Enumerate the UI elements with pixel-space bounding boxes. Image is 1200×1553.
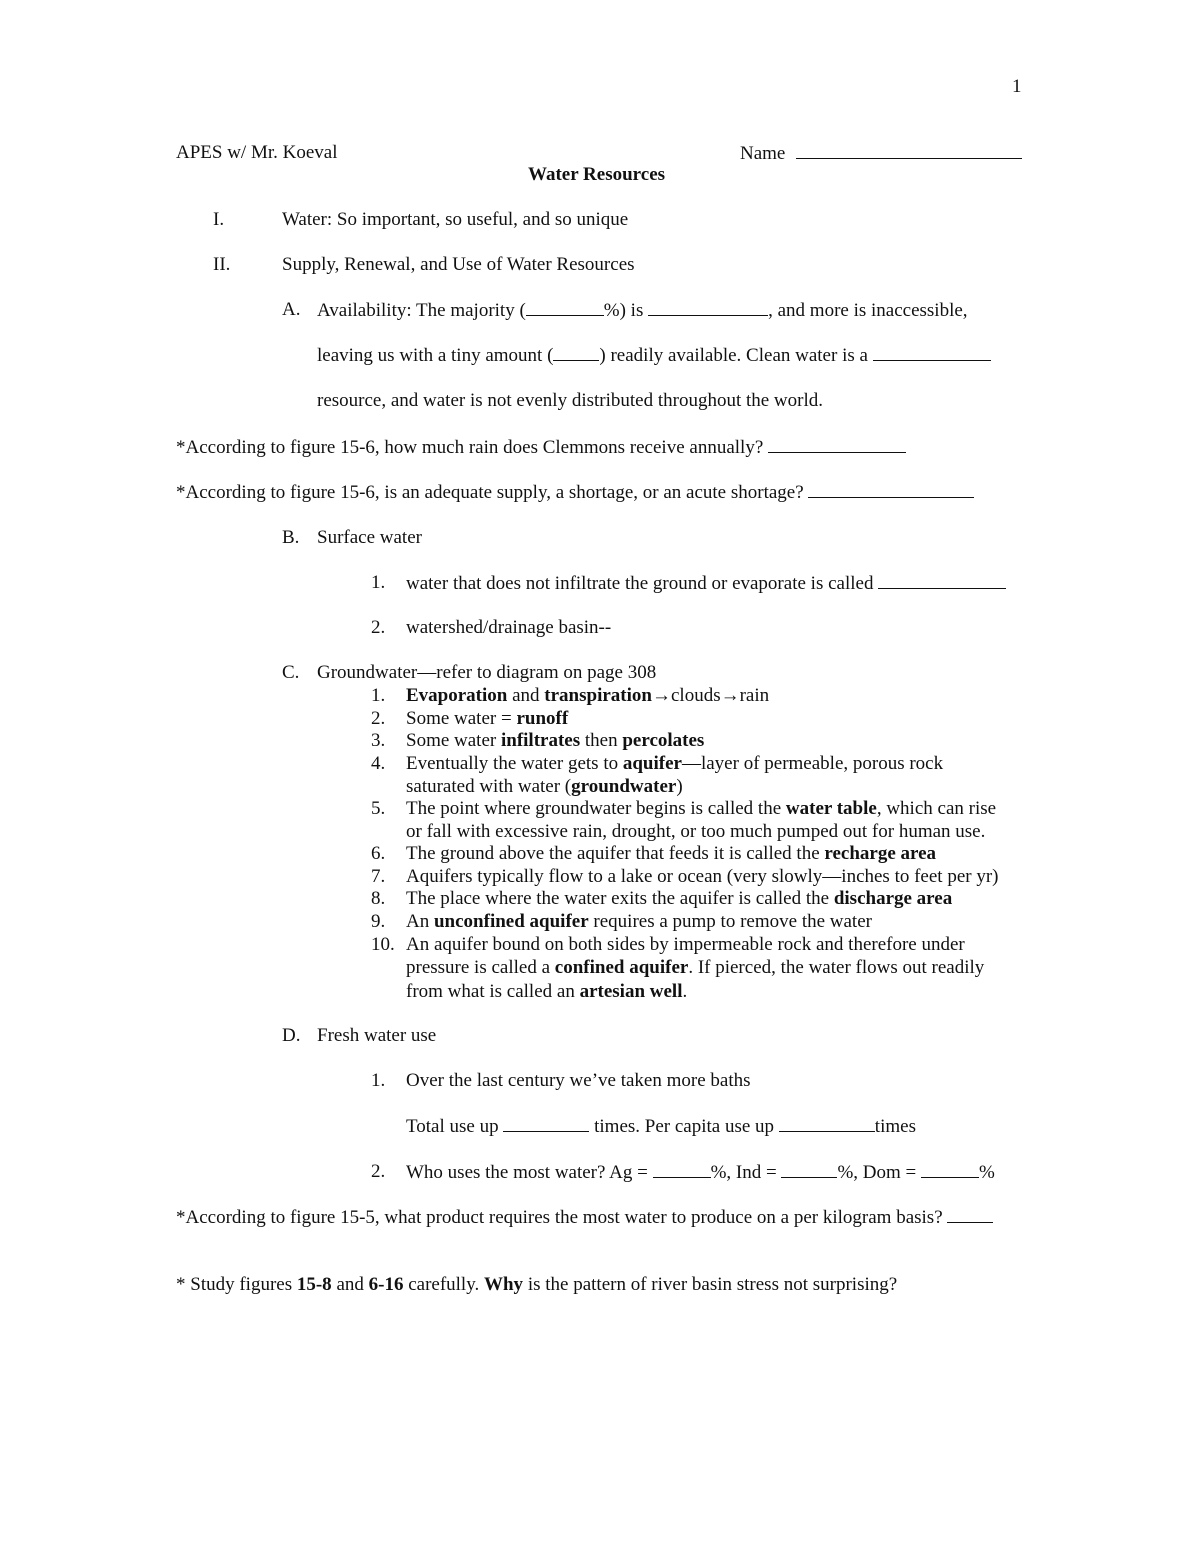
c-item-5-number: 5.: [371, 798, 386, 819]
question-product: [176, 1206, 993, 1229]
c-item-4-line-1: Eventually the water gets to aquifer—layer of permeable, porous rock: [406, 753, 944, 774]
d-item-2: Who uses the most water? Ag = %, Ind = %, Dom = %: [406, 1162, 995, 1183]
question-supply: [176, 481, 974, 504]
total-use-blank[interactable]: [503, 1115, 589, 1132]
c-item-2: Some water = runoff: [406, 708, 569, 729]
name-row: [740, 142, 1022, 165]
question-product-blank[interactable]: [947, 1206, 993, 1223]
section-ii-text: Supply, Renewal, and Use of Water Resources: [282, 254, 635, 275]
a-majority-blank[interactable]: [526, 299, 604, 316]
question-rain-text: *According to figure 15-6, how much rain does Clemmons receive annually?: [176, 437, 768, 458]
b-item-1: [406, 572, 1006, 595]
course-label: APES w/ Mr. Koeval: [176, 142, 338, 163]
a-resource-blank[interactable]: [873, 344, 991, 361]
page-title: Water Resources: [528, 164, 666, 185]
d-item-1-text: Over the last century we’ve taken more baths: [406, 1070, 751, 1091]
page-number: 1: [1012, 76, 1022, 97]
c-item-1-number: 1.: [371, 685, 386, 706]
a-marker: A.: [282, 299, 301, 320]
c-item-4-line-2: saturated with water (groundwater): [406, 776, 683, 797]
b-item-2-number: 2.: [371, 617, 386, 638]
c-item-8-number: 8.: [371, 888, 386, 909]
c-marker: C.: [282, 662, 300, 683]
runoff-blank[interactable]: [878, 572, 1006, 589]
question-supply-blank[interactable]: [808, 481, 974, 498]
c-item-3-number: 3.: [371, 730, 386, 751]
question-river-basin: * Study figures 15-8 and 6-16 carefully. Why is the pattern of river basin stress not surprising?: [176, 1274, 898, 1295]
a-amount-blank[interactable]: [553, 344, 599, 361]
d-item-2-number: 2.: [371, 1161, 386, 1182]
b-item-1-number: 1.: [371, 572, 386, 593]
b-title: Surface water: [317, 527, 422, 548]
c-item-9-number: 9.: [371, 911, 386, 932]
c-item-9: An unconfined aquifer requires a pump to remove the water: [406, 911, 872, 932]
d-total-use-line: Total use up times. Per capita use up times: [406, 1116, 916, 1137]
question-rain-blank[interactable]: [768, 436, 906, 453]
name-label: Name: [740, 143, 786, 164]
ind-blank[interactable]: [781, 1161, 837, 1178]
b-marker: B.: [282, 527, 300, 548]
a-text-2: %) is: [603, 300, 649, 321]
dom-blank[interactable]: [921, 1161, 979, 1178]
section-i-text: Water: So important, so useful, and so unique: [282, 209, 629, 230]
name-blank[interactable]: [796, 142, 1022, 159]
a-text-3: , and more is inaccessible,: [768, 300, 968, 321]
a-text-4: leaving us with a tiny amount (: [317, 345, 554, 366]
c-item-5-line-1: The point where groundwater begins is called the water table, which can rise: [406, 798, 997, 819]
a-text-1: Availability: The majority (: [317, 300, 526, 321]
a-text-5: ) readily available. Clean water is a: [599, 345, 873, 366]
d-item-1-number: 1.: [371, 1070, 386, 1091]
c-item-6: The ground above the aquifer that feeds it is called the recharge area: [406, 843, 937, 864]
c-item-10-number: 10.: [371, 934, 395, 955]
c-item-7-number: 7.: [371, 866, 386, 887]
question-rain: [176, 436, 906, 459]
question-product-text: *According to figure 15-5, what product requires the most water to produce on a per kilogram basis?: [176, 1207, 948, 1228]
c-item-8: The place where the water exits the aquifer is called the discharge area: [406, 888, 953, 909]
c-item-3: Some water infiltrates then percolates: [406, 730, 705, 751]
b-item-2-text: watershed/drainage basin--: [406, 617, 612, 638]
c-item-10-line-3: from what is called an artesian well.: [406, 981, 688, 1002]
c-item-1: Evaporation and transpiration→clouds→rain: [406, 685, 770, 706]
c-item-10-line-1: An aquifer bound on both sides by impermeable rock and therefore under: [406, 934, 965, 955]
question-supply-text: *According to figure 15-6, is an adequate supply, a shortage, or an acute shortage?: [176, 482, 809, 503]
d-title: Fresh water use: [317, 1025, 437, 1046]
c-item-6-number: 6.: [371, 843, 386, 864]
a-line-1: [317, 299, 968, 322]
a-text-6: resource, and water is not evenly distributed throughout the world.: [317, 390, 824, 411]
a-line-2: [317, 344, 991, 367]
c-item-4-number: 4.: [371, 753, 386, 774]
d-marker: D.: [282, 1025, 301, 1046]
c-title: Groundwater—refer to diagram on page 308: [317, 662, 657, 683]
c-item-10-line-2: pressure is called a confined aquifer. If pierced, the water flows out readily: [406, 957, 985, 978]
c-item-2-number: 2.: [371, 708, 386, 729]
per-capita-blank[interactable]: [779, 1115, 875, 1132]
a-majority-type-blank[interactable]: [648, 299, 768, 316]
c-item-5-line-2: or fall with excessive rain, drought, or too much pumped out for human use.: [406, 821, 986, 842]
b-item-1-text: water that does not infiltrate the ground or evaporate is called: [406, 573, 879, 594]
section-ii-marker: II.: [213, 254, 231, 275]
section-i-marker: I.: [213, 209, 225, 230]
ag-blank[interactable]: [653, 1161, 711, 1178]
c-item-7: Aquifers typically flow to a lake or ocean (very slowly—inches to feet per yr): [406, 866, 999, 887]
